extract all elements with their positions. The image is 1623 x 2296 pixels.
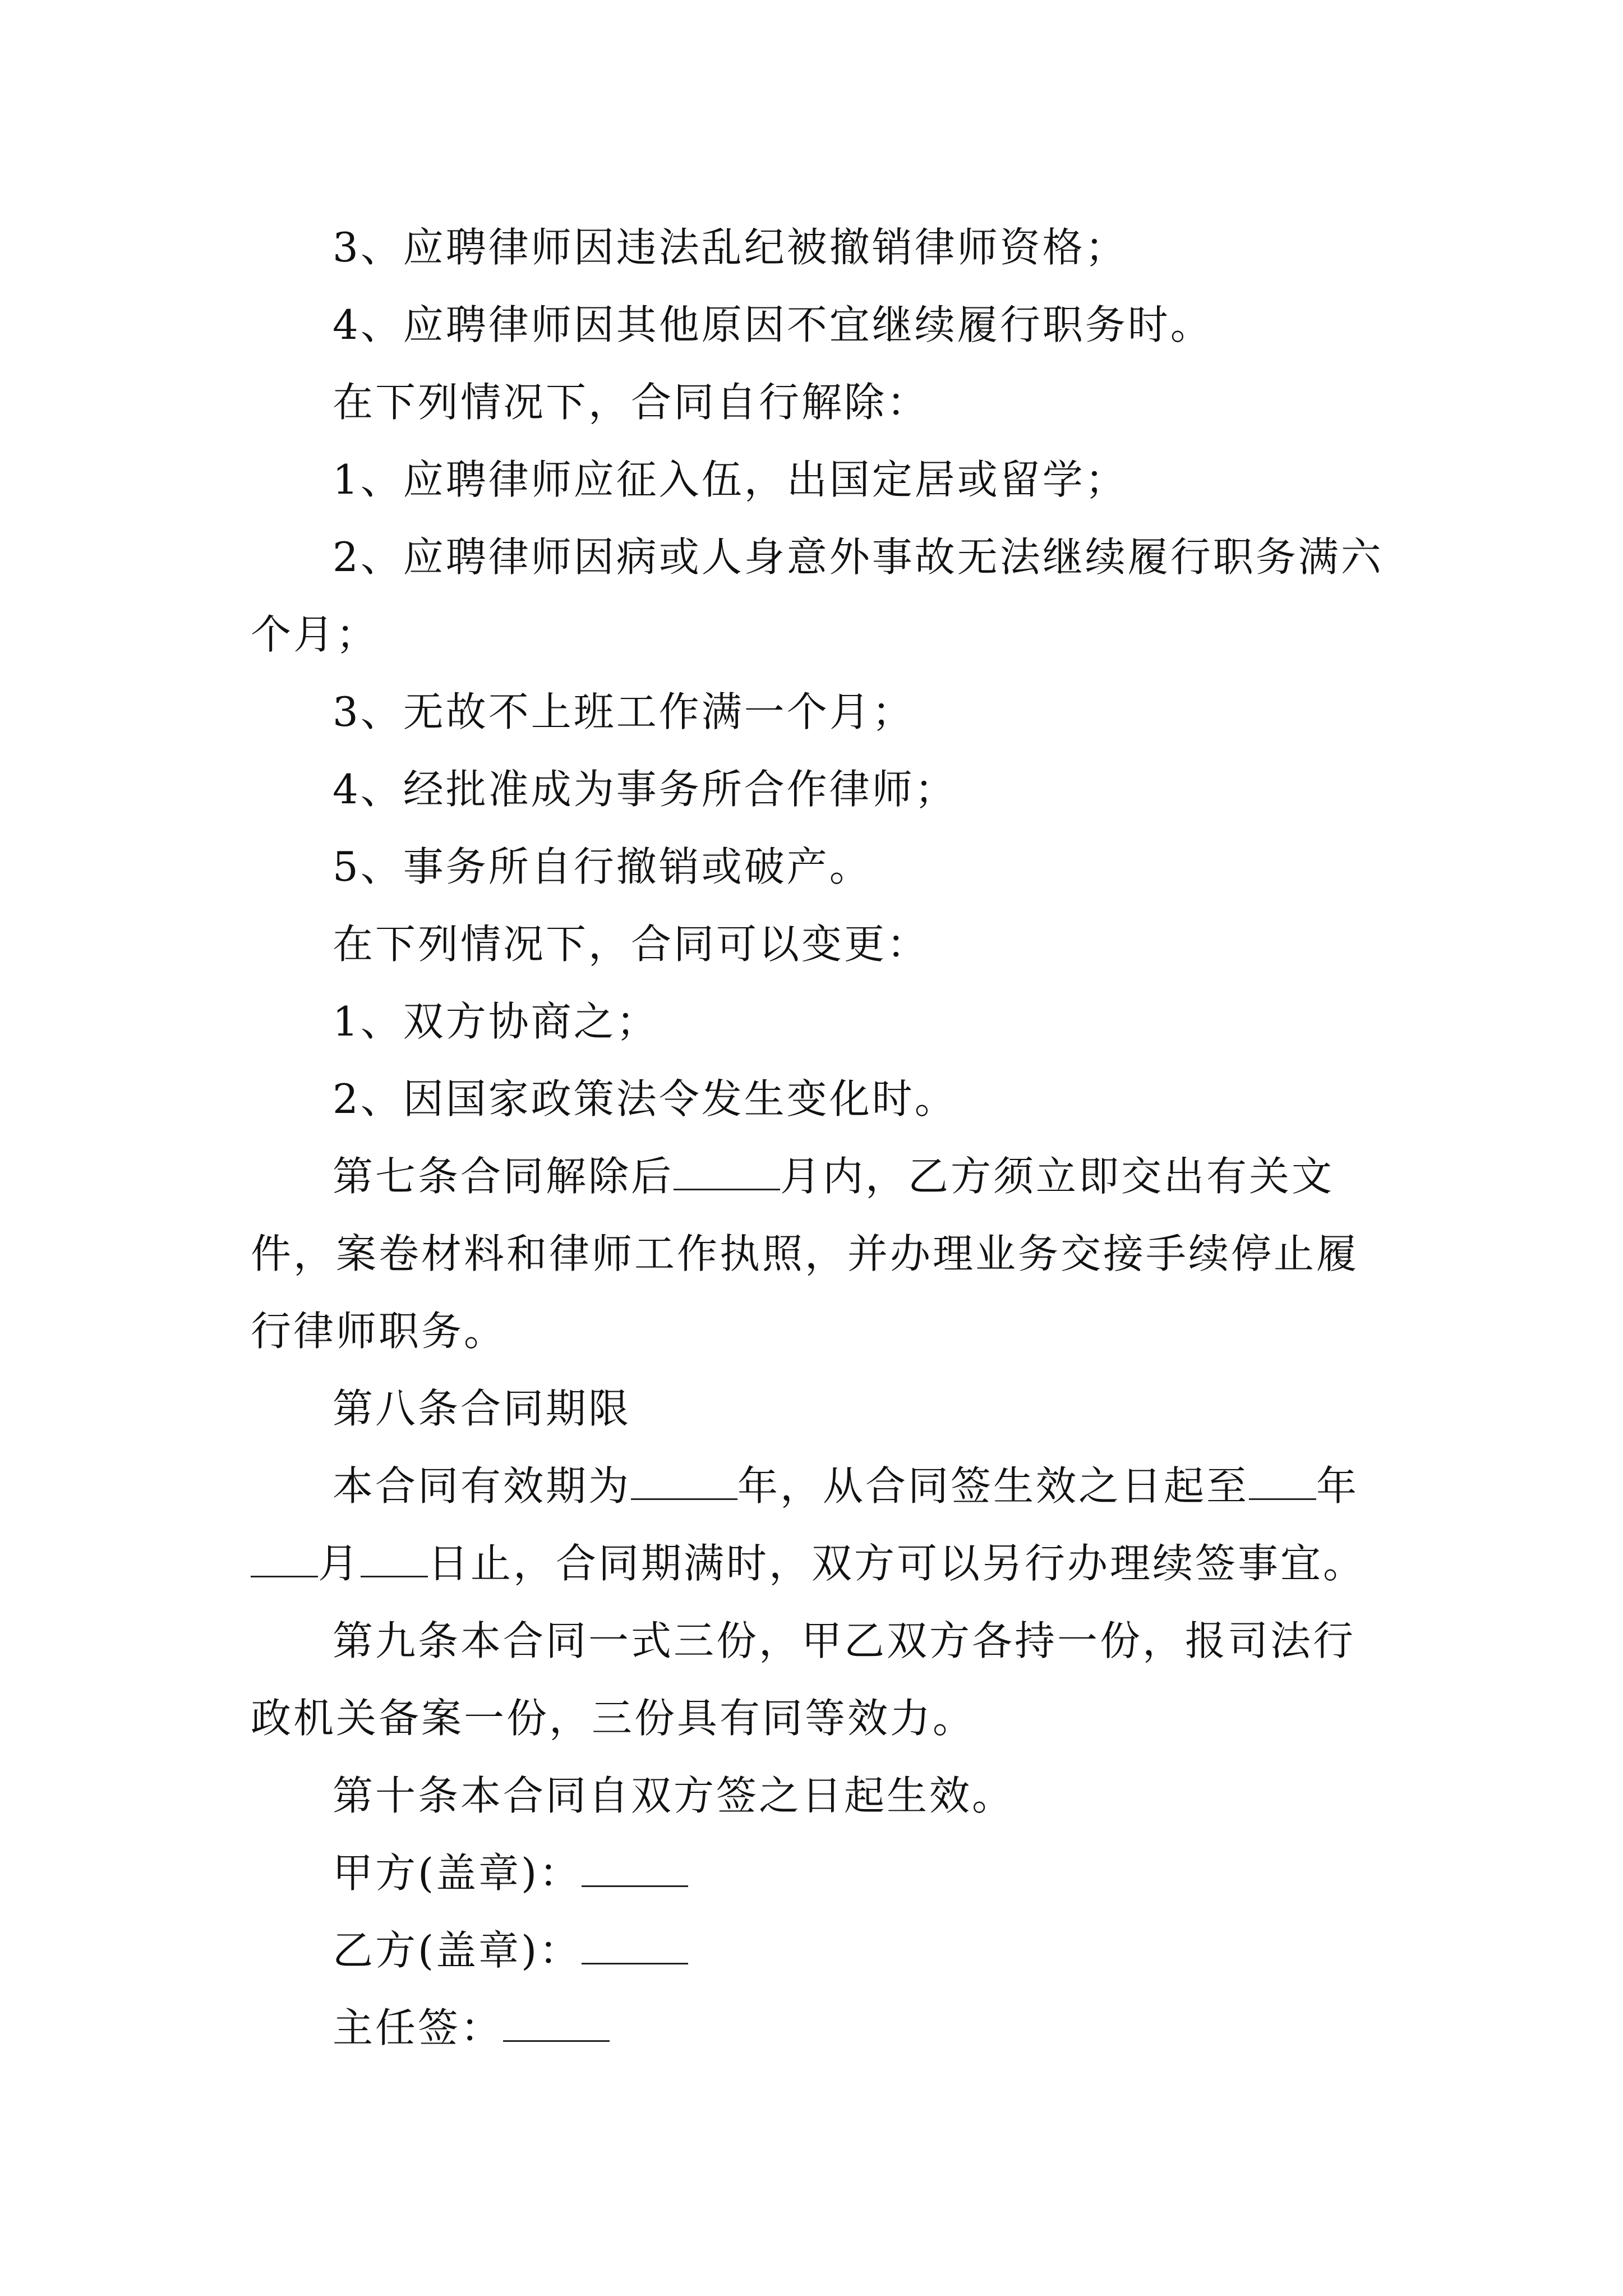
article-7 [251,1138,1389,1370]
article-9: 第九条本合同一式三份，甲乙双方各持一份，报司法行政机关备案一份，三份具有同等效力。 [251,1617,1356,1742]
signature-blank [503,2007,610,2042]
article-8-text-1: 本合同有效期为 [333,1462,631,1510]
signature-blank [582,1929,688,1964]
paragraph-8: 5、事务所自行撤销或破产。 [333,843,872,890]
blank-line [631,1465,737,1500]
paragraph-2: 4、应聘律师因其他原因不宜继续履行职务时。 [333,301,1213,348]
blank-line [251,1542,318,1577]
article-7-before: 第七条合同解除后 [333,1153,674,1200]
signature-director-label: 主任签： [333,2004,504,2051]
paragraph-9: 在下列情况下，合同可以变更： [333,921,930,968]
signature-party-b [251,1912,1389,1989]
signature-party-b-label: 乙方(盖章)： [333,1927,582,1974]
article-8-body [251,1447,1389,1602]
signature-director [251,1989,1389,2067]
article-8-text-5: 日止，合同期满时，双方可以另行办理续签事宜。 [428,1540,1366,1587]
article-8-text-4: 月 [318,1540,361,1587]
paragraph-10: 1、双方协商之； [333,998,659,1045]
paragraph-7: 4、经批准成为事务所合作律师； [333,766,957,813]
paragraph-6: 3、无故不上班工作满一个月； [333,688,915,735]
article-8-text-3: 年 [1316,1462,1359,1510]
blank-line [361,1542,428,1577]
signature-party-a [251,1834,1389,1912]
paragraph-4: 1、应聘律师应征入伍，出国定居或留学； [333,456,1128,503]
blank-line [1249,1465,1316,1500]
article-8-text-2: 年，从合同签生效之日起至 [737,1462,1249,1510]
paragraph-5: 2、应聘律师因病或人身意外事故无法继续履行职务满六个月； [251,533,1384,658]
paragraph-1: 3、应聘律师因违法乱纪被撤销律师资格； [333,224,1128,271]
signature-blank [582,1852,688,1887]
article-10: 第十条本合同自双方签之日起生效。 [333,1772,1015,1819]
paragraph-3: 在下列情况下，合同自行解除： [333,379,930,426]
paragraph-11: 2、因国家政策法令发生变化时。 [333,1075,957,1122]
document-body [251,209,1389,2067]
blank-line [674,1155,780,1190]
signature-party-a-label: 甲方(盖章)： [333,1849,582,1897]
article-7-after: 月内，乙方须立即交出有关文件，案卷材料和律师工作执照，并办理业务交接手续停止履行律师职务。 [251,1153,1359,1355]
article-8-title: 第八条合同期限 [333,1385,631,1432]
